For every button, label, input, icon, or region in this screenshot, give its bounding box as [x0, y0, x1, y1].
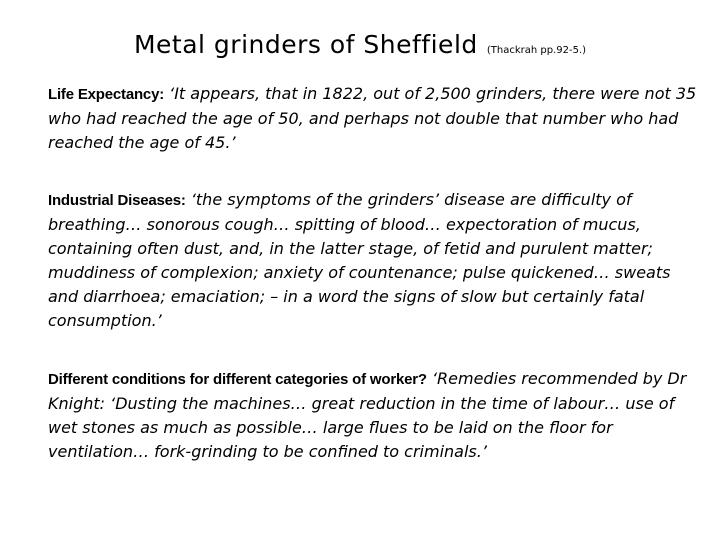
section-industrial-diseases: [48, 188, 698, 333]
section-life-expectancy: [48, 82, 698, 155]
title-line: [0, 30, 720, 59]
section-quote: ‘It appears, that in 1822, out of 2,500 grinders, there were not 35 who had reached the age of 50, and perhaps not double that number who had reached the age of 45.’: [48, 84, 697, 152]
section-quote: ‘Remedies recommended by Dr Knight: ‘Dusting the machines… great reduction in the time of labour… use of wet stones as much as possible… large flues to be laid on the floor for ventilation… fork-grinding to be confined to criminals.’: [48, 369, 687, 461]
section-worker-conditions: [48, 367, 698, 464]
section-quote: ‘the symptoms of the grinders’ disease are difficulty of breathing… sonorous cough… spitting of blood… expectoration of mucus, containing often dust, and, in the latter stage, of fetid and purulent matter; muddiness of complexion; anxiety of countenance; pulse quickened… sweats and diarrhoea; emaciation; – in a word the signs of slow but certainly fatal consumption.’: [48, 190, 671, 330]
section-label: Industrial Diseases:: [48, 192, 186, 209]
section-label: Different conditions for different categories of worker?: [48, 371, 427, 388]
page-title: Metal grinders of Sheffield: [133, 30, 478, 59]
title-reference: (Thackrah pp.92-5.): [486, 45, 587, 56]
section-label: Life Expectancy:: [48, 86, 165, 103]
